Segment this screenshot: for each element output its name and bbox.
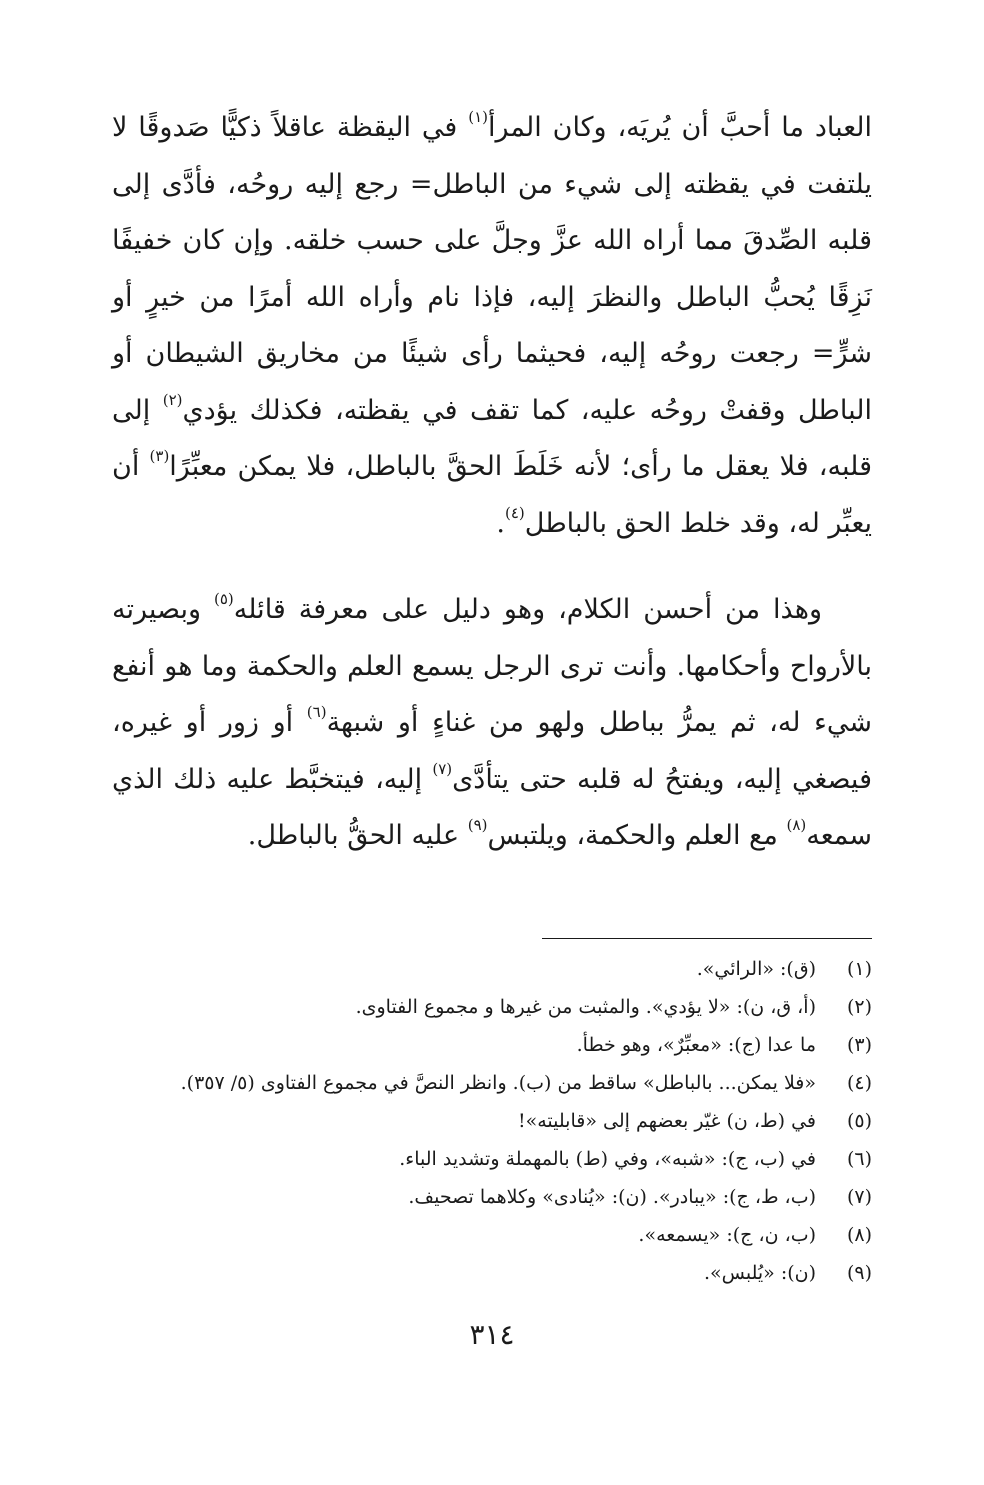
footnote-text: (ب، ط، ج): «يبادر». (ن): «يُنادى» وكلاهما تصحيف. bbox=[408, 1186, 816, 1208]
paragraph-2-text-5: مع العلم والحكمة، ويلتبس bbox=[487, 820, 787, 851]
page-body bbox=[112, 100, 873, 1284]
footnote-ref-4[interactable]: (٤) bbox=[504, 503, 525, 522]
footnote-ref-3[interactable]: (٣) bbox=[149, 447, 170, 465]
footnote-number: (٣) bbox=[846, 1034, 872, 1056]
footnote-number: (٥) bbox=[846, 1110, 872, 1132]
footnote-ref-5[interactable]: (٥) bbox=[213, 590, 234, 608]
footnote-2 bbox=[112, 990, 872, 1025]
paragraph-2-text-4: إليه، فيتخبَّط عليه ذلك الذي سمعه bbox=[112, 763, 872, 851]
footnote-9 bbox=[112, 1256, 872, 1291]
paragraph-1-text-5: . bbox=[496, 507, 505, 539]
footnote-number: (٩) bbox=[846, 1262, 872, 1284]
footnote-number: (٤) bbox=[846, 1072, 872, 1094]
paragraph-2-text-2: وبصيرته بالأرواح وأحكامها. وأنت ترى الرجل يسمع العلم والحكمة وما هو أنفع شيء له، ثم يمرُّ بباطل ولهو من غناءٍ أو شبهة bbox=[112, 594, 872, 738]
paragraph-1-text-3: إلى قلبه، فلا يعقل ما رأى؛ لأنه خَلَطَ الحقَّ بالباطل، فلا يمكن معبِّرًا bbox=[112, 394, 872, 482]
paragraph-2 bbox=[112, 582, 872, 865]
footnote-text: (أ، ق، ن): «لا يؤدي». والمثبت من غيرها و مجموع الفتاوى. bbox=[355, 996, 816, 1018]
footnote-4 bbox=[112, 1066, 872, 1101]
footnote-text: (ق): «الرائي». bbox=[696, 958, 816, 980]
footnote-text: في (ط، ن) غيّر بعضهم إلى «قابليته»! bbox=[517, 1110, 816, 1132]
footnote-ref-2[interactable]: (٢) bbox=[162, 390, 183, 409]
footnote-number: (٦) bbox=[846, 1148, 872, 1170]
footnote-number: (٢) bbox=[846, 996, 872, 1018]
footnote-5 bbox=[112, 1104, 872, 1139]
paragraph-2-text-3: أو زور أو غيره، فيصغي إليه، ويفتحُ له قلبه حتى يتأدَّى bbox=[112, 707, 872, 795]
footnote-7 bbox=[112, 1180, 872, 1215]
footnote-ref-6[interactable]: (٦) bbox=[306, 703, 327, 721]
footnote-ref-8[interactable]: (٨) bbox=[786, 816, 807, 834]
footnote-text: (ب، ن، ج): «يسمعه». bbox=[638, 1224, 816, 1246]
footnote-8 bbox=[112, 1218, 872, 1253]
footnote-1 bbox=[112, 952, 872, 987]
footnote-ref-9[interactable]: (٩) bbox=[467, 816, 488, 834]
footnote-text: «فلا يمكن... بالباطل» ساقط من (ب). وانظر النصَّ في مجموع الفتاوى (٥/ ٣٥٧). bbox=[180, 1072, 816, 1094]
paragraph-1-text-1: العباد ما أحبَّ أن يُريَه، وكان المرأ bbox=[487, 112, 873, 143]
footnote-number: (١) bbox=[846, 958, 872, 980]
footnote-number: (٨) bbox=[846, 1224, 872, 1246]
footnote-3 bbox=[112, 1028, 872, 1063]
footnote-text: (ن): «يُلبس». bbox=[703, 1262, 816, 1284]
footnote-text: في (ب، ج): «شبه»، وفي (ط) بالمهملة وتشديد الباء. bbox=[399, 1148, 816, 1170]
footnote-number: (٧) bbox=[846, 1186, 872, 1208]
paragraph-2-text-6: عليه الحقُّ بالباطل. bbox=[247, 820, 468, 851]
footnote-ref-1[interactable]: (١) bbox=[468, 108, 488, 126]
footnotes-list bbox=[112, 952, 872, 1294]
paragraph-1-text-4: أن يعبِّر له، وقد خلط الحق بالباطل bbox=[112, 451, 872, 539]
footnote-divider bbox=[542, 938, 872, 939]
page-number: ٣١٤ bbox=[469, 1318, 515, 1351]
paragraph-1 bbox=[112, 100, 872, 552]
paragraph-2-text-1: وهذا من أحسن الكلام، وهو دليل على معرفة قائله bbox=[233, 594, 822, 625]
footnote-ref-7[interactable]: (٧) bbox=[432, 759, 453, 778]
footnote-6 bbox=[112, 1142, 872, 1177]
footnote-text: ما عدا (ج): «معبِّرٌ»، وهو خطأ. bbox=[576, 1034, 816, 1056]
paragraph-1-text-2: في اليقظة عاقلاً ذكيًّا صَدوقًا لا يلتفت في يقظته إلى شيء من الباطل= رجع إليه روحُه، فأدَّى إلى قلبه الصِّدقَ مما أراه الله عزَّ وجلَّ على حسب خلقه. وإن كان خفيفًا نَزِقًا يُحبُّ الباطل والنظرَ إليه، فإذا نام وأراه الله أمرًا من خيرٍ أو شرٍّ= رجعت روحُه إليه، فحيثما رأى شيئًا من مخاريق الشيطان أو الباطل وقفتْ روحُه عليه، كما تقف في يقظته، فكذلك يؤدي bbox=[112, 112, 873, 426]
